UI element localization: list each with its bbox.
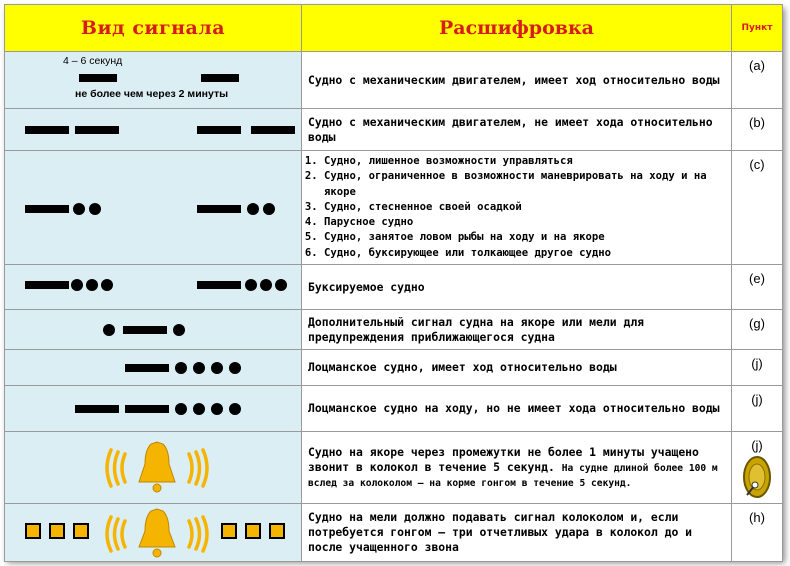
list-item: 2. Судно, ограниченное в возможности маневрировать на ходу и на якоре [324, 169, 727, 199]
square-marker-icon [245, 523, 261, 539]
signal-duration-label: 4 – 6 секунд [63, 55, 123, 67]
vessel-list [308, 154, 727, 260]
decode-cell [302, 151, 732, 265]
short-blast [103, 324, 115, 336]
table-row [5, 432, 783, 504]
header-signal-type: Вид сигнала [5, 5, 302, 52]
point-cell: (a) [732, 52, 783, 109]
table-row [5, 386, 783, 432]
bell-signal-text: Судно на якоре через промежутки не более 1 минуты учащено звонит в колокол в течение 5 секунд. [308, 445, 699, 474]
short-blast [175, 362, 187, 374]
short-blast [263, 203, 275, 215]
header-point: Пункт [732, 5, 783, 52]
point-cell: (j) [732, 386, 783, 432]
short-blast [71, 279, 83, 291]
decode-cell: Судно с механическим двигателем, не имеет хода относительно воды [302, 109, 732, 151]
long-blast [125, 364, 169, 372]
long-blast [123, 326, 167, 334]
long-blast [197, 205, 241, 213]
short-blast [229, 403, 241, 415]
decode-cell [302, 432, 732, 504]
point-cell: (e) [732, 265, 783, 310]
square-marker-icon [269, 523, 285, 539]
square-marker-icon [73, 523, 89, 539]
short-blast [247, 203, 259, 215]
table-row [5, 109, 783, 151]
short-blast [275, 279, 287, 291]
table-row [5, 151, 783, 265]
long-blast [197, 281, 241, 289]
bell-icon [93, 507, 221, 561]
signal-cell [5, 265, 302, 310]
short-blast [260, 279, 272, 291]
square-marker-icon [25, 523, 41, 539]
table-header-row [5, 5, 783, 52]
short-blast [211, 403, 223, 415]
decode-cell: Лоцманское судно на ходу, но не имеет хода относительно воды [302, 386, 732, 432]
point-cell [732, 432, 783, 504]
long-blast [251, 126, 295, 134]
point-label: (j) [751, 438, 763, 453]
bell-icon [93, 438, 221, 498]
point-cell: (h) [732, 504, 783, 562]
short-blast [73, 203, 85, 215]
list-item: 5. Судно, занятое ловом рыбы на ходу и на якоре [324, 230, 727, 245]
list-item: 3. Судно, стесненное своей осадкой [324, 200, 727, 215]
list-item: 4. Парусное судно [324, 215, 727, 230]
table-row [5, 265, 783, 310]
table-row [5, 310, 783, 350]
table-row [5, 52, 783, 109]
long-blast [25, 126, 69, 134]
long-blast [75, 405, 119, 413]
long-blast [25, 205, 69, 213]
point-cell: (b) [732, 109, 783, 151]
signal-cell [5, 350, 302, 386]
long-blast [25, 281, 69, 289]
signal-cell [5, 310, 302, 350]
short-blast [193, 403, 205, 415]
square-marker-icon [49, 523, 65, 539]
header-decode: Расшифровка [302, 5, 732, 52]
point-cell: (g) [732, 310, 783, 350]
list-item: 6. Судно, буксирующее или толкающее другое судно [324, 246, 727, 261]
square-marker-icon [221, 523, 237, 539]
point-cell: (c) [732, 151, 783, 265]
signal-cell [5, 432, 302, 504]
signal-cell [5, 151, 302, 265]
decode-cell: Дополнительный сигнал судна на якоре или мели для предупреждения приближающегося судна [302, 310, 732, 350]
decode-cell: Судно с механическим двигателем, имеет ход относительно воды [302, 52, 732, 109]
signal-cell [5, 109, 302, 151]
point-cell: (j) [732, 350, 783, 386]
long-blast [79, 74, 117, 82]
short-blast [211, 362, 223, 374]
short-blast [101, 279, 113, 291]
long-blast [125, 405, 169, 413]
decode-cell: Буксируемое судно [302, 265, 732, 310]
short-blast [89, 203, 101, 215]
signal-cell [5, 504, 302, 562]
signal-cell [5, 52, 302, 109]
decode-cell: Лоцманское судно, имеет ход относительно воды [302, 350, 732, 386]
short-blast [193, 362, 205, 374]
bell-signal-note: На судне длиной более 100 м вслед за колоколом – на корме гонгом в течение 5 секунд. [308, 463, 718, 489]
signal-cell [5, 386, 302, 432]
decode-cell: Судно на мели должно подавать сигнал колоколом и, если потребуется гонгом – три отчетливых удара в колокол до и после учащенного звона [302, 504, 732, 562]
long-blast [201, 74, 239, 82]
signal-interval-label: не более чем через 2 минуты [75, 88, 229, 100]
short-blast [245, 279, 257, 291]
long-blast [197, 126, 241, 134]
signal-table [4, 4, 783, 562]
gong-icon [741, 455, 773, 499]
short-blast [175, 403, 187, 415]
short-blast [173, 324, 185, 336]
table-row [5, 350, 783, 386]
list-item: 1. Судно, лишенное возможности управляться [324, 154, 727, 169]
short-blast [229, 362, 241, 374]
signal-table-container [4, 4, 782, 559]
short-blast [86, 279, 98, 291]
table-row [5, 504, 783, 562]
long-blast [75, 126, 119, 134]
